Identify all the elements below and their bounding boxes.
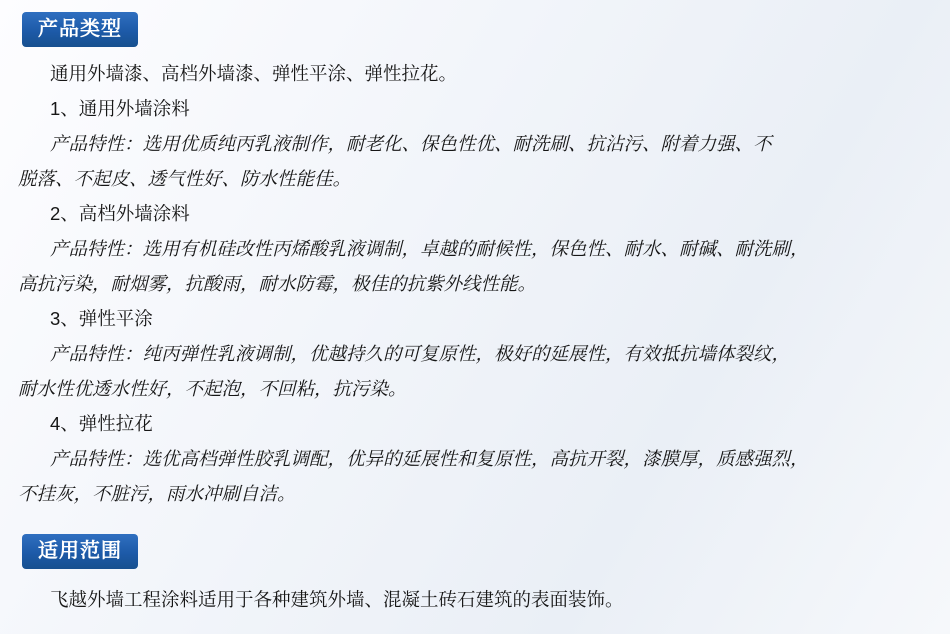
paragraph: 产品特性：选用优质纯丙乳液制作，耐老化、保色性优、耐洗刷、抗沾污、附着力强、不 (50, 133, 772, 154)
paragraph: 脱落、不起皮、透气性好、防水性能佳。 (18, 168, 352, 189)
paragraph: 4、弹性拉花 (50, 413, 153, 434)
section-heading-product-type: 产品类型 (22, 12, 138, 47)
paragraph: 飞越外墙工程涂料适用于各种建筑外墙、混凝土砖石建筑的表面装饰。 (50, 589, 624, 610)
paragraph: 产品特性：选用有机硅改性丙烯酸乳液调制，卓越的耐候性，保色性、耐水、耐碱、耐洗刷， (50, 238, 809, 259)
paragraph: 通用外墙漆、高档外墙漆、弹性平涂、弹性拉花。 (50, 63, 458, 84)
paragraph: 高抗污染，耐烟雾，抗酸雨，耐水防霉，极佳的抗紫外线性能。 (18, 273, 537, 294)
section-heading-wrap-product-type (0, 0, 950, 47)
paragraph: 耐水性优透水性好，不起泡，不回粘，抗污染。 (18, 378, 407, 399)
paragraph: 产品特性：纯丙弹性乳液调制，优越持久的可复原性，极好的延展性，有效抵抗墙体裂纹， (50, 343, 791, 364)
section-heading-wrap-scope (0, 512, 950, 569)
paragraph: 不挂灰，不脏污，雨水冲刷自洁。 (18, 483, 296, 504)
paragraph: 产品特性：选优高档弹性胶乳调配，优异的延展性和复原性，高抗开裂，漆膜厚，质感强烈， (50, 448, 809, 469)
paragraph: 3、弹性平涂 (50, 308, 153, 329)
section-body-scope (0, 569, 950, 616)
section-heading-scope: 适用范围 (22, 534, 138, 569)
paragraph: 2、高档外墙涂料 (50, 203, 190, 224)
section-body-product-type (0, 47, 950, 510)
paragraph: 1、通用外墙涂料 (50, 98, 190, 119)
